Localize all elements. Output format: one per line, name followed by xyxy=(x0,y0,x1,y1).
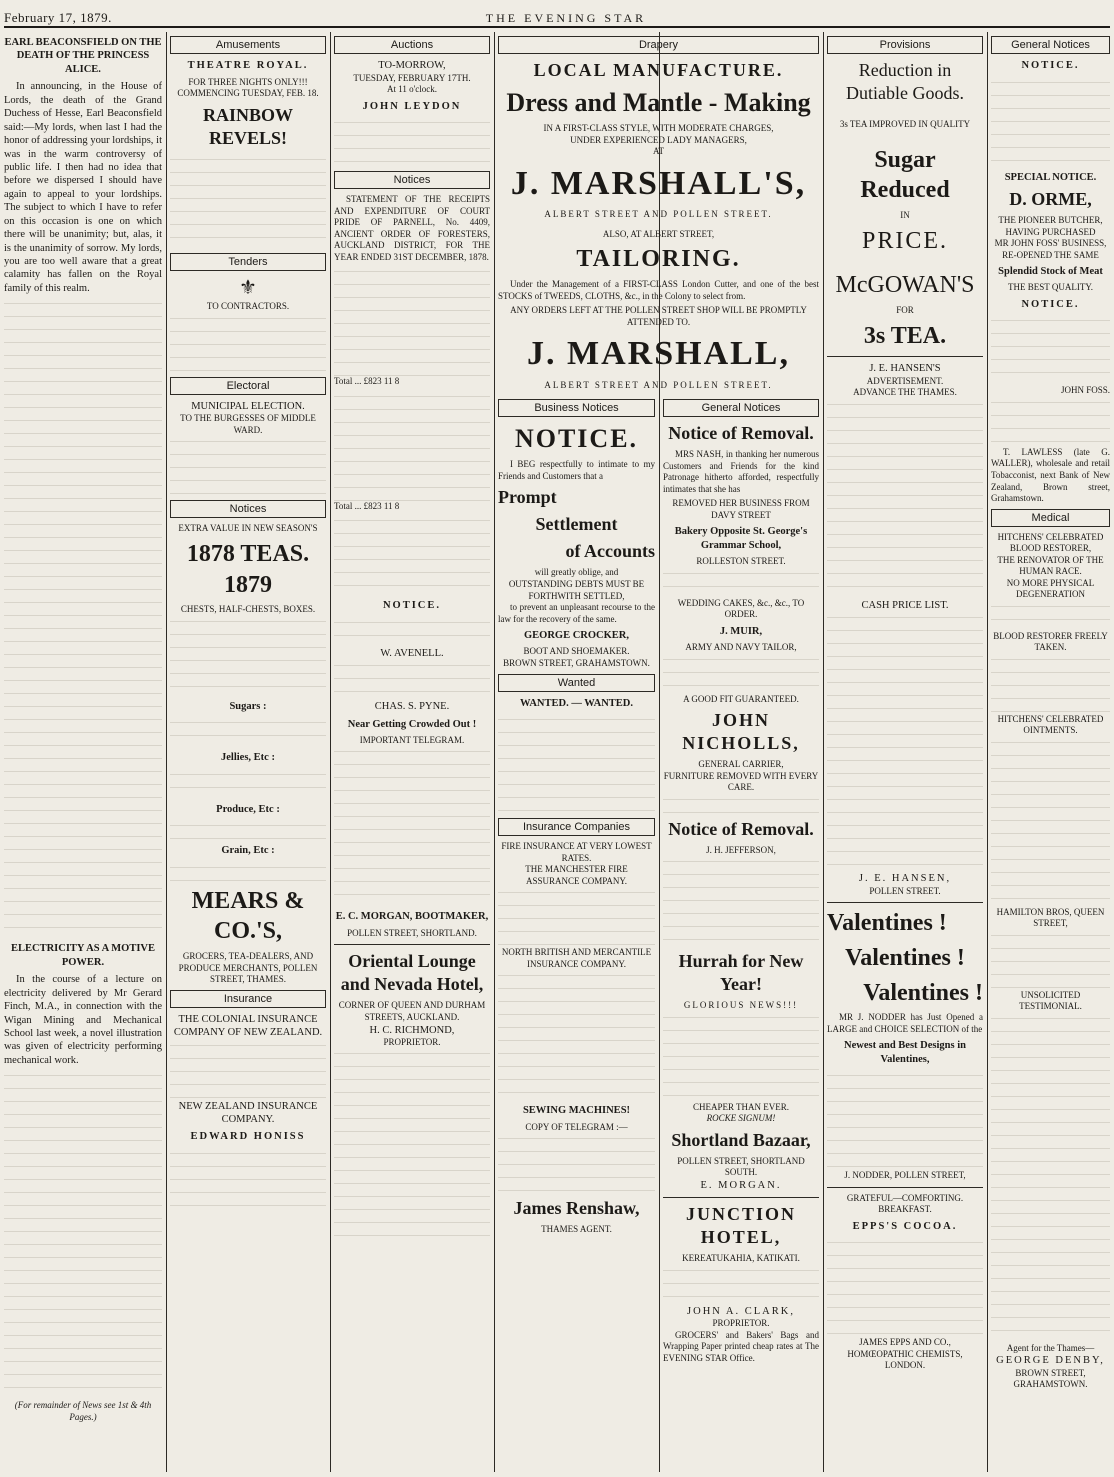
article-continuation xyxy=(4,298,162,938)
paper-title: THE EVENING STAR xyxy=(485,11,647,25)
provisions-sub: ADVANCE THE THAMES. xyxy=(853,387,957,398)
provisions-headline: 3s TEA. xyxy=(863,322,947,349)
tailor-slogan: A GOOD FIT GUARANTEED. xyxy=(683,693,799,704)
provisions-headline: Reduction in Dutiable Goods. xyxy=(846,60,964,104)
valentines-sub: Newest and Best Designs in Valentines, xyxy=(844,1040,966,1065)
bootmaker-name: E. C. MORGAN, BOOTMAKER, xyxy=(335,911,489,923)
advert-text xyxy=(170,1040,326,1100)
notice-heading: NOTICE. xyxy=(1021,299,1080,310)
hotel-address: CORNER OF QUEEN AND DURHAM STREETS, AUCKLAND. xyxy=(338,1000,486,1022)
advert-text xyxy=(334,617,490,647)
advert-text xyxy=(498,714,655,814)
list-heading: Grain, Etc : xyxy=(221,845,275,857)
section-header-amusements: Amusements xyxy=(170,36,326,54)
advert-column xyxy=(170,32,326,1472)
proprietor-name: H. C. RICHMOND, xyxy=(369,1024,455,1036)
medical-headline: HITCHENS' CELEBRATED BLOOD RESTORER, xyxy=(997,531,1104,554)
price-list xyxy=(827,612,983,872)
advert-text xyxy=(827,399,983,599)
valentines-text: MR J. NODDER has Just Opened a LARGE and CHOICE SELECTION of the xyxy=(827,1012,983,1034)
advert-text xyxy=(170,1148,326,1208)
butcher-name: D. ORME, xyxy=(1009,188,1092,209)
drapery-advert xyxy=(498,32,819,392)
drapery-address: ALBERT STREET AND POLLEN STREET. xyxy=(544,209,773,220)
advert-text xyxy=(170,436,326,496)
bootmaker-address: POLLEN STREET, SHORTLAND. xyxy=(347,927,477,938)
notice-heading: NOTICE. xyxy=(514,424,639,454)
article-headline: EARL BEACONSFIELD ON THE DEATH OF THE PRINCESS ALICE. xyxy=(4,37,162,75)
article-headline: ELECTRICITY AS A MOTIVE POWER. xyxy=(10,943,156,968)
cocoa-sub: BREAKFAST. xyxy=(878,1204,932,1215)
valentines-headline: Valentines ! xyxy=(863,979,983,1006)
tea-advert-lead: EXTRA VALUE IN NEW SEASON'S xyxy=(178,523,318,534)
medical-sub: NO MORE PHYSICAL DEGENERATION xyxy=(1006,577,1095,600)
drapery-address: ALBERT STREET AND POLLEN STREET. xyxy=(544,379,773,390)
advert-text xyxy=(663,1012,819,1102)
election-sub: TO THE BURGESSES OF MIDDLE WARD. xyxy=(180,413,316,435)
wholesale-agent: HAMILTON BROS, QUEEN STREET, xyxy=(996,906,1105,929)
butcher-text: HAVING PURCHASED xyxy=(1005,226,1096,237)
advert-text xyxy=(334,660,490,700)
print-advert: GROCERS' and Bakers' Bags and Wrapping Paper printed cheap rates at The EVENING STAR Office. xyxy=(663,1329,819,1363)
auction-day: TO-MORROW, xyxy=(378,60,446,72)
column-rule xyxy=(823,32,824,1472)
show-title: RAINBOW REVELS! xyxy=(202,104,293,148)
drapery-at: AT xyxy=(653,146,664,157)
theatre-heading: THEATRE ROYAL. xyxy=(187,60,309,72)
advert-text xyxy=(334,117,490,167)
section-header-drapery: Drapery xyxy=(498,36,819,54)
tea-advert-sub: CHESTS, HALF-CHESTS, BOXES. xyxy=(180,604,316,615)
address: POLLEN STREET. xyxy=(869,885,941,896)
sewing-heading: SEWING MACHINES! xyxy=(522,1105,631,1117)
notice-text: to prevent an unpleasant recourse to the law for the recovery of the same. xyxy=(498,602,655,624)
grocer-name: McGOWAN'S xyxy=(835,272,975,299)
news-column xyxy=(4,32,162,1472)
signature: GEORGE CROCKER, xyxy=(523,630,629,642)
drapery-sub: UNDER EXPERIENCED LADY MANAGERS, xyxy=(570,134,747,145)
bazaar-address: POLLEN STREET, SHORTLAND SOUTH. xyxy=(677,1155,805,1178)
cocoa-lead: GRATEFUL—COMFORTING. xyxy=(846,1192,964,1203)
advert-text xyxy=(991,654,1110,714)
advert-text xyxy=(334,1048,490,1248)
statement-table xyxy=(334,391,490,501)
drapery-name: J. MARSHALL, xyxy=(527,335,790,373)
advert-text xyxy=(663,654,819,694)
butcher-trade: THE PIONEER BUTCHER, xyxy=(998,214,1103,225)
removal-heading: Notice of Removal. xyxy=(668,423,814,444)
section-header-general: General Notices xyxy=(991,36,1110,54)
advert-text xyxy=(498,887,655,947)
drapery-headline: Dress and Mantle - Making xyxy=(506,88,811,118)
hotel-address: KEREATUKAHIA, KATIKATI. xyxy=(682,1253,800,1264)
advert-text xyxy=(170,820,326,840)
theatre-date: COMMENCING TUESDAY, FEB. 18. xyxy=(177,88,319,99)
advert-sub: IMPORTANT TELEGRAM. xyxy=(359,734,465,745)
column-rule xyxy=(166,32,167,1472)
advert-text xyxy=(663,794,819,814)
signature: JOHN FOSS. xyxy=(1060,385,1110,396)
bazaar-sub: GLORIOUS NEWS!!! xyxy=(683,1000,799,1011)
grocer-name: J. E. HANSEN'S xyxy=(869,363,941,375)
advert-text xyxy=(498,970,655,1100)
butcher-text: MR JOHN FOSS' BUSINESS, xyxy=(994,238,1107,249)
notice-emphasis: of Accounts xyxy=(565,541,655,562)
column-rule xyxy=(987,32,988,1472)
bazaar-name: Shortland Bazaar, xyxy=(671,1129,811,1150)
continuation-note: (For remainder of News see 1st & 4th Pages.) xyxy=(14,1400,152,1422)
advert-text xyxy=(663,856,819,946)
article-continuation xyxy=(4,1070,162,1400)
notice-heading: NOTICE. xyxy=(1021,60,1080,72)
section-header-general: General Notices xyxy=(663,399,819,417)
statement-table xyxy=(334,515,490,595)
butcher-text: THE BEST QUALITY. xyxy=(1008,282,1093,293)
advert-text xyxy=(334,746,490,906)
tailoring-heading: TAILORING. xyxy=(576,246,741,273)
advert-text xyxy=(991,737,1110,907)
address: BROWN STREET, GRAHAMSTOWN. xyxy=(503,658,650,668)
bazaar-slogan: ROCKE SIGNUM! xyxy=(706,1113,776,1124)
article-body: In the course of a lecture on electricity delivered by Mr Gerard Finch, M.A., in connection with the Wigan Mining and Mechanical School last week, a novel illustration was given of electricity performing mechanical work. xyxy=(4,974,162,1066)
section-header-insurance: Insurance Companies xyxy=(498,818,655,836)
proprietor-title: PROPRIETOR. xyxy=(383,1036,441,1047)
section-header-medical: Medical xyxy=(991,509,1110,527)
notice-emphasis: Settlement xyxy=(535,514,618,535)
insurer-name: THE MANCHESTER FIRE ASSURANCE COMPANY. xyxy=(525,864,628,886)
advert-text xyxy=(170,769,326,799)
article-body: In announcing, in the House of Lords, the death of the Grand Duchess of Hesse, Earl Beaconsfield said:—My lords, when last I had the honor of addressing your lordships, it was in the warm controversy of public life. I then had no idea that before we dispersed I should have again to appeal to your lordships. The subject to which I have to refer on this occasion is one on which there will be unanimity; but, alas, it is the unanimity of sorrow. My lords, you are too well aware that a great calamity has fallen on the Royal family of this realm. xyxy=(4,81,162,294)
removal-text: MRS NASH, in thanking her numerous Customers and Friends for the kind Patronage hitherto afforded, respectfully intimates that she has xyxy=(663,449,819,494)
advert-text xyxy=(663,568,819,598)
advert-text xyxy=(991,930,1110,990)
tea-advert-title: 1878 TEAS. 1879 xyxy=(186,540,310,598)
cocoa-headline: EPPS'S COCOA. xyxy=(852,1220,958,1232)
bakery-cakes: WEDDING CAKES, &c., &c., TO ORDER. xyxy=(677,597,805,620)
hotel-name: Oriental Lounge and Nevada Hotel, xyxy=(340,951,484,995)
advert-text xyxy=(170,717,326,747)
bazaar-slogan: CHEAPER THAN EVER. xyxy=(692,1101,790,1112)
merchant-address: GROCERS, TEA-DEALERS, AND PRODUCE MERCHANTS, POLLEN STREET, THAMES. xyxy=(178,951,318,985)
removal-heading: Notice of Removal. xyxy=(668,818,814,839)
advert-text xyxy=(991,77,1110,167)
masthead xyxy=(4,4,1110,28)
insurer-name: NORTH BRITISH AND MERCANTILE INSURANCE COMPANY. xyxy=(501,947,652,969)
advert-column xyxy=(663,395,819,1472)
list-heading: Jellies, Etc : xyxy=(221,752,275,764)
provisions-sub: IN xyxy=(900,210,910,221)
valentines-headline: Valentines ! xyxy=(845,944,965,971)
advert-text xyxy=(663,1265,819,1305)
statement-heading: STATEMENT OF THE RECEIPTS AND EXPENDITURE OF COURT PRIDE OF PARNELL, No. 4409, ANCIENT ORDER OF FORESTERS, AUCKLAND DISTRICT, FOR THE YEAR ENDED 31ST DECEMBER, 1878. xyxy=(334,194,490,262)
tailoring-text: Under the Management of a FIRST-CLASS London Cutter, and one of the best STOCKS of TWEEDS, CLOTHS, &c., in the Colony to select from. xyxy=(498,279,819,301)
drapery-sub: IN A FIRST-CLASS STYLE, WITH MODERATE CHARGES, xyxy=(543,123,774,134)
advert-text xyxy=(991,315,1110,385)
auctioneer-name: JOHN LEYDON xyxy=(362,100,462,112)
list-heading: Sugars : xyxy=(229,700,267,712)
proprietor-title: PROPRIETOR. xyxy=(712,1318,770,1329)
advert-column xyxy=(334,32,490,1472)
section-header-tenders: Tenders xyxy=(170,253,326,271)
notice-heading: SPECIAL NOTICE. xyxy=(1004,171,1097,183)
agent-title: THAMES AGENT. xyxy=(541,1224,612,1235)
advert-text xyxy=(170,313,326,373)
bakery-address: ROLLESTON STREET. xyxy=(696,556,786,567)
advert-text xyxy=(170,862,326,882)
sewing-sub: COPY OF TELEGRAM :— xyxy=(525,1121,628,1132)
signature: W. AVENELL. xyxy=(380,647,444,659)
section-header-provisions: Provisions xyxy=(827,36,983,54)
advert-text xyxy=(498,1133,655,1193)
notice-emphasis: Prompt xyxy=(498,487,557,508)
notice-heading: NOTICE. xyxy=(382,600,442,612)
agent-name: EDWARD HONISS xyxy=(190,1131,306,1143)
section-header-business: Business Notices xyxy=(498,399,655,417)
advert-column xyxy=(827,32,983,1472)
issue-date: February 17, 1879. xyxy=(4,10,112,25)
drapery-name: J. MARSHALL'S, xyxy=(510,164,807,202)
section-header-notices: Notices xyxy=(334,171,490,189)
wanted-heading: WANTED. — WANTED. xyxy=(520,697,633,709)
bazaar-owner: E. MORGAN. xyxy=(700,1179,782,1191)
agent-name: James Renshaw, xyxy=(513,1198,640,1219)
provisions-sub: FOR xyxy=(896,305,914,316)
trade: BOOT AND SHOEMAKER. xyxy=(523,646,630,657)
advert-text xyxy=(991,601,1110,631)
cocoa-maker: JAMES EPPS AND CO., HOMŒOPATHIC CHEMISTS, LONDON. xyxy=(847,1337,963,1371)
auction-date: TUESDAY, FEBRUARY 17TH. xyxy=(353,72,471,83)
drapery-orders: ANY ORDERS LEFT AT THE POLLEN STREET SHOP WILL BE PROMPTLY ATTENDED TO. xyxy=(510,305,807,327)
tender-heading: TO CONTRACTORS. xyxy=(206,301,290,312)
bazaar-headline: Hurrah for New Year! xyxy=(678,951,804,995)
provisions-sub: 3s TEA IMPROVED IN QUALITY xyxy=(839,119,971,130)
medical-headline: HITCHENS' CELEBRATED OINTMENTS. xyxy=(997,713,1104,736)
advert-text xyxy=(827,1070,983,1170)
provisions-sub: ADVERTISEMENT. xyxy=(866,375,944,386)
tobacconist-text: T. LAWLESS (late G. WALLER), wholesale and retail Tobacconist, next Bank of New Zealand, Brown street, Grahamstown. xyxy=(991,446,1110,504)
crest-icon: ⚜ xyxy=(239,276,257,299)
butcher-text: RE-OPENED THE SAME xyxy=(1002,249,1099,260)
medical-sub: BLOOD RESTORER FREELY TAKEN. xyxy=(993,630,1108,653)
price-list-heading: CASH PRICE LIST. xyxy=(861,599,949,611)
insurance-heading: FIRE INSURANCE AT VERY LOWEST RATES. xyxy=(501,841,652,863)
statement-total: Total ... £823 11 8 xyxy=(334,500,400,511)
removal-text: REMOVED HER BUSINESS FROM DAVY STREET xyxy=(672,498,810,520)
provisions-headline: PRICE. xyxy=(861,227,948,254)
notice-text: I BEG respectfully to intimate to my Friends and Customers that a xyxy=(498,459,655,481)
notice-text: will greatly oblige, and xyxy=(534,567,619,578)
insurer-name: THE COLONIAL INSURANCE COMPANY OF NEW ZEALAND. xyxy=(173,1013,323,1039)
butcher-headline: Splendid Stock of Meat xyxy=(998,266,1103,278)
advert-text xyxy=(170,616,326,696)
section-header-electoral: Electoral xyxy=(170,377,326,395)
section-header-notices: Notices xyxy=(170,500,326,518)
insurer-name: NEW ZEALAND INSURANCE COMPANY. xyxy=(178,1100,318,1126)
election-heading: MUNICIPAL ELECTION. xyxy=(191,400,305,412)
valentines-headline: Valentines ! xyxy=(827,910,947,937)
signature: J. NODDER, POLLEN STREET, xyxy=(844,1170,966,1181)
medical-sub: THE RENOVATOR OF THE HUMAN RACE. xyxy=(997,554,1104,577)
bakery-name: Bakery Opposite St. George's Grammar School, xyxy=(674,526,808,551)
notice-text: OUTSTANDING DEBTS MUST BE FORTHWITH SETTLED, xyxy=(508,578,645,601)
list-heading: Produce, Etc : xyxy=(216,803,280,815)
advert-column xyxy=(498,395,655,1472)
statement-table xyxy=(334,266,490,376)
drapery-also: ALSO, AT ALBERT STREET, xyxy=(602,228,715,239)
merchant-name: MEARS & CO.'S, xyxy=(191,887,305,945)
signature: CHAS. S. PYNE. xyxy=(374,701,450,713)
statement-total: Total ... £823 11 8 xyxy=(334,376,400,387)
advert-column xyxy=(991,32,1110,1472)
agent-lead: Agent for the Thames— xyxy=(1006,1342,1095,1353)
advert-text xyxy=(170,154,326,249)
agent-address: BROWN STREET, GRAHAMSTOWN. xyxy=(1013,1367,1088,1390)
tailor-trade: ARMY AND NAVY TAILOR, xyxy=(685,642,797,653)
carrier-name: JOHN NICHOLLS, xyxy=(682,710,800,754)
theatre-nights: FOR THREE NIGHTS ONLY!!! xyxy=(188,76,308,87)
column-rule xyxy=(330,32,331,1472)
section-header-insurance: Insurance xyxy=(170,990,326,1008)
carrier-trade: GENERAL CARRIER, xyxy=(698,759,784,770)
hotel-name: JUNCTION HOTEL, xyxy=(685,1204,796,1248)
signature: J. E. HANSEN, xyxy=(858,873,952,885)
testimonial-heading: UNSOLICITED TESTIMONIAL. xyxy=(1019,989,1082,1012)
tailor-name: J. MUIR, xyxy=(719,625,763,637)
column-rule xyxy=(494,32,495,1472)
auction-time: At 11 o'clock. xyxy=(386,84,438,95)
provisions-headline: Sugar Reduced xyxy=(860,146,950,204)
drapery-lead: LOCAL MANUFACTURE. xyxy=(533,60,784,81)
section-header-wanted: Wanted xyxy=(498,674,655,692)
carrier-slogan: FURNITURE REMOVED WITH EVERY CARE. xyxy=(663,770,819,793)
bookseller-name: J. H. JEFFERSON, xyxy=(706,844,776,855)
section-header-auctions: Auctions xyxy=(334,36,490,54)
proprietor-name: JOHN A. CLARK, xyxy=(687,1305,795,1317)
advert-headline: Near Getting Crowded Out ! xyxy=(347,718,477,730)
agent-name: GEORGE DENBY, xyxy=(996,1355,1105,1367)
advert-text xyxy=(991,397,1110,447)
advert-text xyxy=(827,1237,983,1337)
testimonial-text xyxy=(991,1013,1110,1343)
